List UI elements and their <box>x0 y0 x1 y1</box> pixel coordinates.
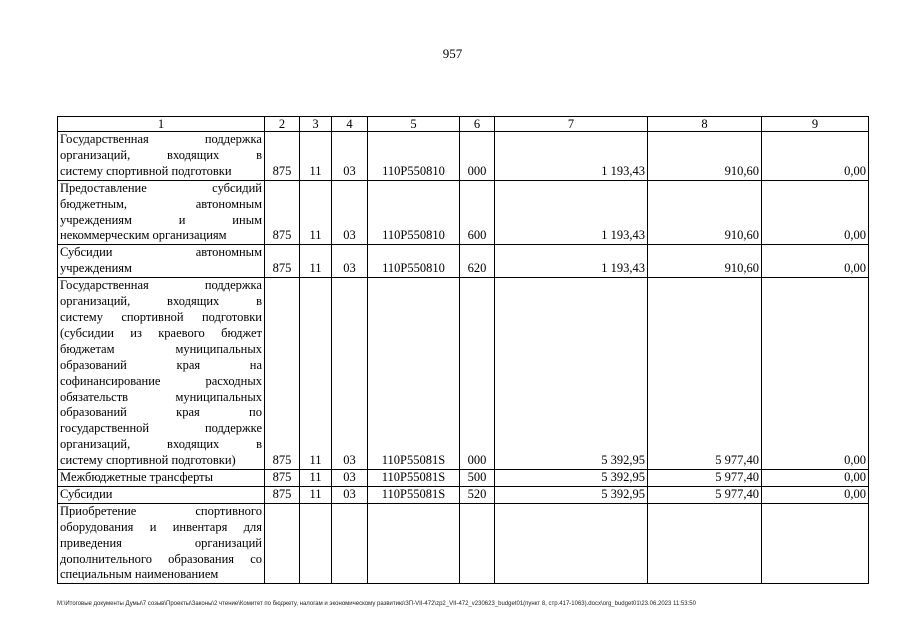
cell-c2: 875 <box>265 180 300 245</box>
cell-c9: 0,00 <box>762 470 869 487</box>
row-name-cell <box>58 278 265 470</box>
row-name-line: систему спортивной подготовки <box>60 309 262 324</box>
cell-c2: 875 <box>265 278 300 470</box>
table-row <box>58 503 869 584</box>
cell-c3: 11 <box>300 486 332 503</box>
row-name-line: некоммерческим организациям <box>60 228 227 243</box>
column-header: 6 <box>460 117 495 132</box>
row-name-line: бюджетным, автономным <box>60 196 262 211</box>
cell-c2: 875 <box>265 470 300 487</box>
row-name-line: Предоставление субсидий <box>60 180 262 195</box>
page-number: 957 <box>442 46 463 61</box>
table-row <box>58 486 869 503</box>
cell-c5: 110Р550810 <box>368 180 460 245</box>
cell-c6: 520 <box>460 486 495 503</box>
row-name-line: организаций, входящих в <box>60 294 262 309</box>
cell-c6: 000 <box>460 278 495 470</box>
row-name-line: Субсидии автономным <box>60 245 262 260</box>
cell-c9: 0,00 <box>762 245 869 278</box>
cell-c3: 11 <box>300 245 332 278</box>
row-name-cell <box>58 503 265 584</box>
column-header: 4 <box>332 117 368 132</box>
cell-c7: 5 392,95 <box>495 470 648 487</box>
row-name-line: Государственная поддержка <box>60 132 262 146</box>
cell-c7 <box>495 503 648 584</box>
row-name-line: Государственная поддержка <box>60 278 262 293</box>
row-name-line: специальным наименованием <box>60 567 219 582</box>
cell-c7: 5 392,95 <box>495 486 648 503</box>
cell-c4 <box>332 503 368 584</box>
row-name-line: Межбюджетные трансферты <box>60 470 214 485</box>
cell-c2: 875 <box>265 486 300 503</box>
cell-c4: 03 <box>332 132 368 181</box>
cell-c4: 03 <box>332 470 368 487</box>
cell-c5: 110Р550810 <box>368 245 460 278</box>
row-name-line: государственной поддержке <box>60 421 262 436</box>
cell-c2 <box>265 503 300 584</box>
row-name-line: образований края на <box>60 357 262 372</box>
column-header: 7 <box>495 117 648 132</box>
column-header: 8 <box>648 117 762 132</box>
cell-c6: 500 <box>460 470 495 487</box>
row-name-cell <box>58 245 265 278</box>
column-header: 2 <box>265 117 300 132</box>
cell-c6: 000 <box>460 132 495 181</box>
cell-c7: 1 193,43 <box>495 245 648 278</box>
cell-c8: 5 977,40 <box>648 486 762 503</box>
row-name-line: систему спортивной подготовки) <box>60 453 236 468</box>
cell-c8: 5 977,40 <box>648 470 762 487</box>
row-name-line: учреждениям <box>60 261 132 276</box>
row-name-line: организаций, входящих в <box>60 437 262 452</box>
table-row <box>58 278 869 470</box>
cell-c9: 0,00 <box>762 132 869 181</box>
row-name-line: Приобретение спортивного <box>60 503 262 518</box>
cell-c2: 875 <box>265 132 300 181</box>
row-name-line: софинансирование расходных <box>60 373 262 388</box>
cell-c3: 11 <box>300 180 332 245</box>
table-row <box>58 132 869 181</box>
row-name-line: приведения организаций <box>60 535 262 550</box>
column-header: 1 <box>58 117 265 132</box>
cell-c8: 910,60 <box>648 132 762 181</box>
cell-c7: 5 392,95 <box>495 278 648 470</box>
cell-c8: 910,60 <box>648 180 762 245</box>
row-name-cell <box>58 132 265 181</box>
row-name-cell <box>58 180 265 245</box>
cell-c6: 620 <box>460 245 495 278</box>
cell-c4: 03 <box>332 245 368 278</box>
table-row <box>58 245 869 278</box>
row-name-line: учреждениям и иным <box>60 212 262 227</box>
cell-c5: 110Р55081S <box>368 486 460 503</box>
row-name-line: обязательств муниципальных <box>60 389 262 404</box>
cell-c6 <box>460 503 495 584</box>
table-row <box>58 180 869 245</box>
cell-c4: 03 <box>332 180 368 245</box>
cell-c5: 110Р550810 <box>368 132 460 181</box>
row-name-line: (субсидии из краевого бюджет <box>60 325 262 340</box>
cell-c9: 0,00 <box>762 180 869 245</box>
cell-c8: 910,60 <box>648 245 762 278</box>
cell-c5: 110Р55081S <box>368 470 460 487</box>
cell-c4: 03 <box>332 486 368 503</box>
row-name-line: систему спортивной подготовки <box>60 163 232 178</box>
row-name-cell <box>58 486 265 503</box>
row-name-line: организаций, входящих в <box>60 147 262 162</box>
row-name-line: оборудования и инвентаря для <box>60 519 262 534</box>
cell-c9 <box>762 503 869 584</box>
cell-c5: 110Р55081S <box>368 278 460 470</box>
cell-c9: 0,00 <box>762 278 869 470</box>
cell-c2: 875 <box>265 245 300 278</box>
cell-c3: 11 <box>300 132 332 181</box>
row-name-line: образований края по <box>60 405 262 420</box>
cell-c4: 03 <box>332 278 368 470</box>
cell-c9: 0,00 <box>762 486 869 503</box>
row-name-line: дополнительного образования со <box>60 551 262 566</box>
cell-c3: 11 <box>300 470 332 487</box>
cell-c8 <box>648 503 762 584</box>
row-name-line: Субсидии <box>60 486 113 501</box>
column-header: 5 <box>368 117 460 132</box>
row-name-line: бюджетам муниципальных <box>60 341 262 356</box>
budget-table <box>57 116 869 584</box>
cell-c6: 600 <box>460 180 495 245</box>
cell-c8: 5 977,40 <box>648 278 762 470</box>
column-header: 3 <box>300 117 332 132</box>
document-footer-path: M:\Итоговые документы Думы\7 созыв\Проекты\Законы\2 чтение\Комитет по бюджету, налогам и экономическому развитию\ЗП-VII-472\zp2_VII-472_v230623_budget01(пункт 8, стр.417-1063).docx\org_budget01\23.06.2023 11:53:50 <box>57 601 696 607</box>
cell-c3 <box>300 503 332 584</box>
table-row <box>58 470 869 487</box>
cell-c7: 1 193,43 <box>495 132 648 181</box>
row-name-cell <box>58 470 265 487</box>
table-header-row <box>58 117 869 132</box>
column-header: 9 <box>762 117 869 132</box>
cell-c5 <box>368 503 460 584</box>
cell-c3: 11 <box>300 278 332 470</box>
cell-c7: 1 193,43 <box>495 180 648 245</box>
